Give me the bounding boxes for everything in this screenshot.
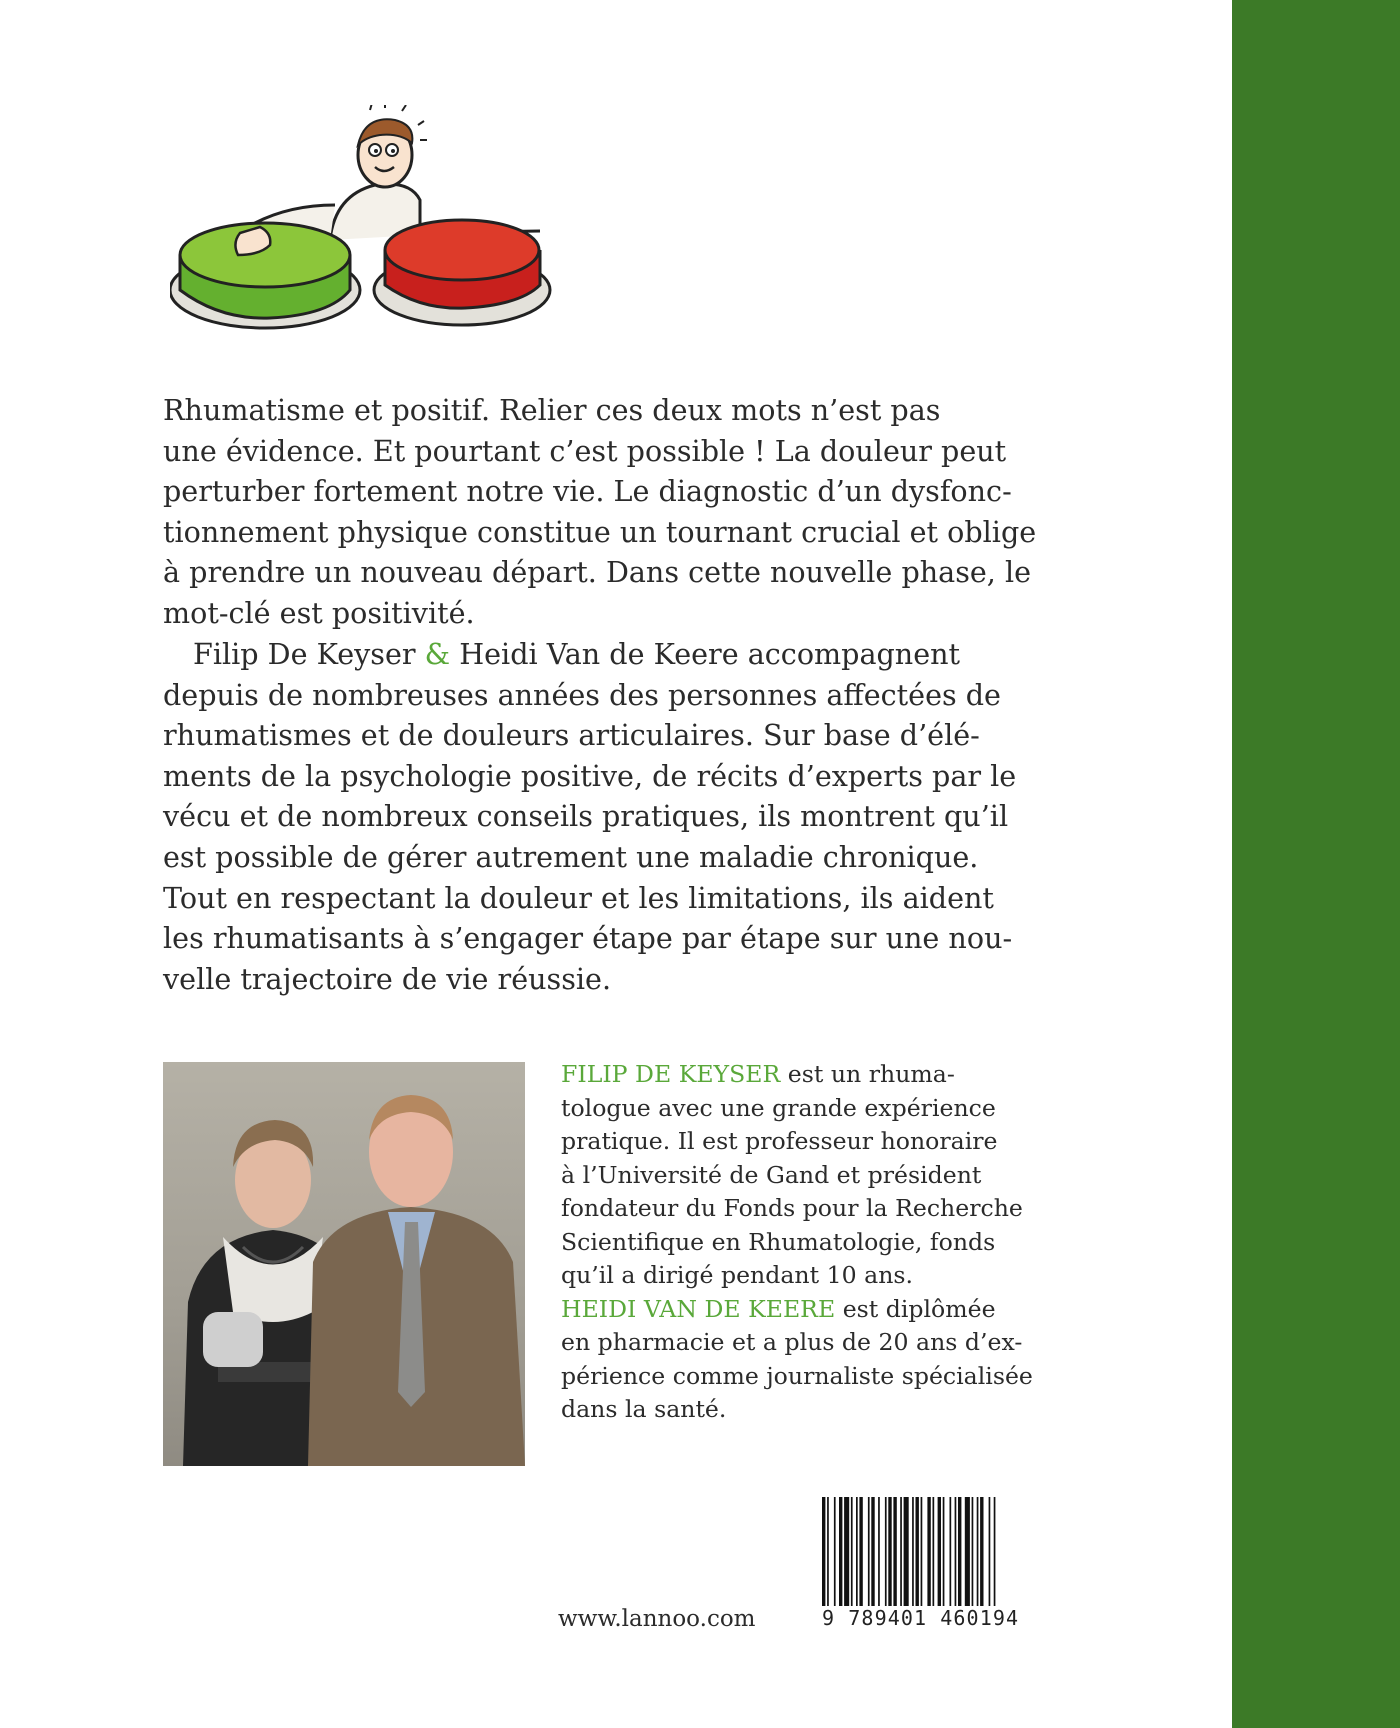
barcode-bar [989, 1497, 991, 1617]
barcode-bar [921, 1497, 923, 1617]
barcode-bar [927, 1497, 930, 1617]
text-line: les rhumatisants à s’engager étape par étape sur une nou- [163, 921, 1013, 956]
bio-line-first [561, 1058, 1081, 1092]
barcode-bar [980, 1497, 983, 1617]
ampersand: & [424, 637, 451, 671]
barcode-bar [888, 1497, 891, 1617]
barcode-bar [822, 1497, 825, 1617]
authors-photo [163, 1062, 525, 1466]
text-line: rhumatismes et de douleurs articulaires. Sur base d’élé- [163, 718, 980, 753]
text-line: perturber fortement notre vie. Le diagnostic d’un dysfonc- [163, 474, 1012, 509]
bio-line: qu’il a dirigé pendant 10 ans. [561, 1261, 913, 1289]
text-fragment: est un rhuma- [787, 1060, 955, 1088]
text-line: est possible de gérer autrement une maladie chronique. [163, 839, 979, 874]
barcode-bar [844, 1497, 849, 1617]
bio-line: tologue avec une grande expérience [561, 1093, 996, 1122]
barcode-bar [904, 1497, 909, 1617]
barcode-bar [859, 1497, 862, 1617]
bio-line: Scientifique en Rhumatologie, fonds [561, 1227, 996, 1256]
barcode-bar [943, 1497, 945, 1617]
cartoon-illustration [170, 105, 560, 375]
barcode-bar [893, 1497, 896, 1617]
authors-paragraph [163, 634, 1083, 999]
text-fragment: est diplômée [842, 1294, 996, 1323]
text-line: velle trajectoire de vie réussie. [163, 961, 612, 996]
barcode-bar [994, 1497, 996, 1617]
isbn-number: 9 789401 460194 [822, 1606, 1044, 1630]
author-bio [561, 1058, 1081, 1427]
barcode-bar [868, 1497, 870, 1617]
text-line: Rhumatisme et positif. Relier ces deux mots n’est pas [163, 393, 941, 427]
barcode-bar [839, 1497, 842, 1617]
barcode-bar [916, 1497, 919, 1617]
bio-name-1: FILIP DE KEYSER [561, 1060, 781, 1088]
text-fragment: accompagnent [747, 637, 961, 671]
barcode [820, 1497, 1044, 1617]
intro-paragraph [163, 390, 1083, 634]
barcode-bar [878, 1497, 880, 1617]
barcode-bar [933, 1497, 935, 1617]
barcode-bar [834, 1497, 836, 1617]
barcode-bar [965, 1497, 970, 1617]
text-line: mot-clé est positivité. [163, 595, 475, 630]
text-line-first [163, 634, 1083, 675]
text-line: depuis de nombreuses années des personnes affectées de [163, 677, 1001, 712]
author-name-1: Filip De Keyser [193, 637, 416, 671]
author-name-2: Heidi Van de Keere [459, 637, 739, 671]
barcode-bar [827, 1497, 829, 1617]
barcode-bar [885, 1497, 887, 1617]
text-line: vécu et de nombreux conseils pratiques, ils montrent qu’il [163, 799, 1009, 834]
green-side-band [1232, 0, 1400, 1728]
text-line: Tout en respectant la douleur et les limitations, ils aident [163, 880, 994, 915]
bio-line: à l’Université de Gand et président [561, 1160, 982, 1189]
barcode-bar [938, 1497, 941, 1617]
text-line: une évidence. Et pourtant c’est possible ! La douleur peut [163, 433, 1007, 468]
bio-line: dans la santé. [561, 1395, 727, 1423]
bio-line-second [561, 1293, 1081, 1327]
bio-line: en pharmacie et a plus de 20 ans d’ex- [561, 1328, 1023, 1356]
barcode-bar [972, 1497, 974, 1617]
bio-line: périence comme journaliste spécialisée [561, 1361, 1033, 1390]
bio-line: pratique. Il est professeur honoraire [561, 1127, 998, 1155]
barcode-bar [977, 1497, 979, 1617]
publisher-website: www.lannoo.com [558, 1606, 756, 1632]
barcode-bar [958, 1497, 961, 1617]
text-line: tionnement physique constitue un tournant crucial et oblige [163, 514, 1037, 549]
text-line: à prendre un nouveau départ. Dans cette nouvelle phase, le [163, 555, 1032, 590]
barcode-bar [950, 1497, 952, 1617]
barcode-bar [856, 1497, 858, 1617]
barcode-bar [912, 1497, 914, 1617]
text-line: ments de la psychologie positive, de récits d’experts par le [163, 758, 1017, 793]
barcode-bar [851, 1497, 853, 1617]
bio-name-2: HEIDI VAN DE KEERE [561, 1294, 836, 1323]
barcode-bar [871, 1497, 874, 1617]
bio-line: fondateur du Fonds pour la Recherche [561, 1194, 1023, 1222]
barcode-bar [955, 1497, 957, 1617]
barcode-bar [900, 1497, 902, 1617]
